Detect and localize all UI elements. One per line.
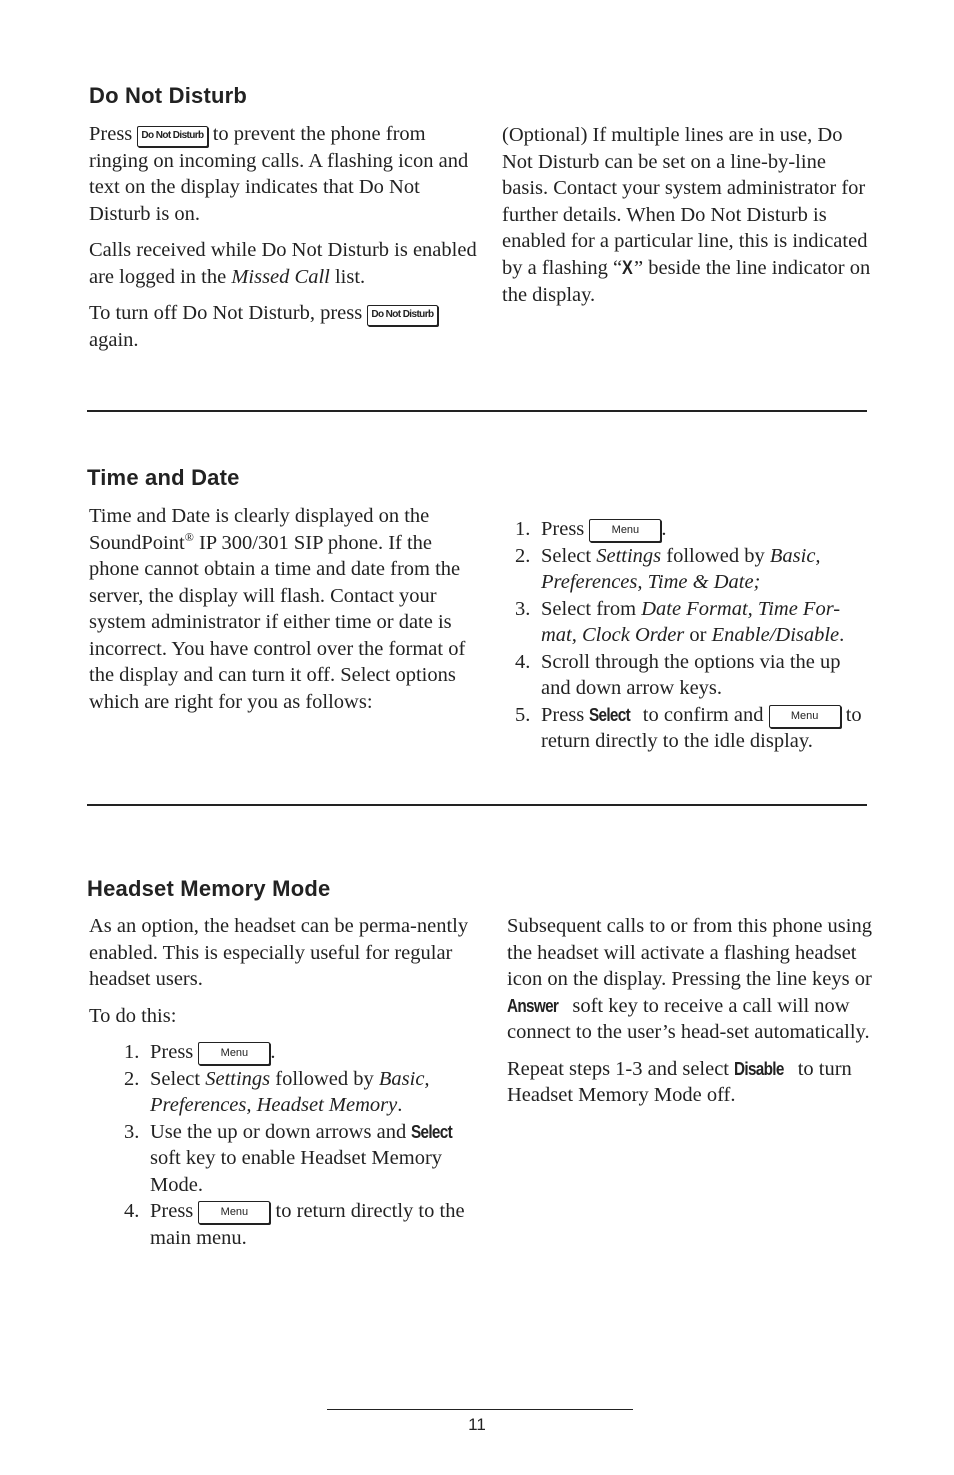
dnd-paragraph-3: To turn off Do Not Disturb, press Do Not Disturb again. — [89, 300, 481, 353]
list-item: 1. Press Menu . — [124, 1041, 276, 1063]
select-softkey-label: Select — [589, 704, 631, 725]
section-title-headset-memory-mode: Headset Memory Mode — [87, 876, 331, 901]
list-item: 3. Select from Date Format, Time For-mat, Clock Order or Enable/Disable. — [515, 597, 845, 646]
section-title-do-not-disturb: Do Not Disturb — [89, 83, 248, 108]
list-item: 3. Use the up or down arrows and Select soft key to enable Headset Memory Mode. — [124, 1120, 453, 1196]
do-not-disturb-key-icon: Do Not Disturb — [137, 126, 207, 147]
x-glyph-icon: X — [622, 257, 633, 279]
headset-paragraph-2: To do this: — [89, 1004, 177, 1027]
section-title-time-and-date: Time and Date — [87, 465, 240, 490]
page-number: 11 — [468, 1415, 486, 1434]
headset-paragraph-subsequent: Subsequent calls to or from this phone using the headset will activate a flashing headset icon on the display. Pressing the line keys or Answer soft key to receive a call will now connect to the user’s head-set automatically. — [507, 915, 872, 1043]
menu-key-icon: Menu — [198, 1201, 270, 1224]
list-item: 2. Select Settings followed by Basic, Preferences, Headset Memory. — [124, 1067, 430, 1116]
list-item: 1. Press Menu . — [515, 518, 667, 540]
do-not-disturb-key-icon: Do Not Disturb — [367, 305, 437, 326]
time-paragraph: Time and Date is clearly displayed on the SoundPoint® IP 300/301 SIP phone. If the phone cannot obtain a time and date from the server, the display will flash. Contact your system administrator if either time or date is incorrect. You have control over the format of the display and can turn it off. Select options which are right for you as follows: — [89, 505, 466, 713]
list-item: 4. Scroll through the options via the up and down arrow keys. — [515, 650, 841, 699]
menu-key-icon: Menu — [589, 519, 661, 542]
list-item: 5. Press Select to confirm and Menu to return directly to the idle display. — [515, 703, 862, 752]
disable-softkey-label: Disable — [734, 1058, 784, 1079]
footer-rule — [327, 1409, 633, 1410]
select-softkey-label: Select — [411, 1121, 453, 1142]
headset-paragraph-1: As an option, the headset can be perma-nently enabled. This is especially useful for regular headset users. — [89, 915, 469, 990]
section-divider — [87, 410, 867, 412]
headset-right-column — [507, 913, 872, 1119]
list-item: 2. Select Settings followed by Basic, Preferences, Time & Date; — [515, 544, 821, 593]
time-left-column — [89, 503, 481, 725]
list-item: 4. Press Menu to return directly to the main menu. — [124, 1200, 465, 1249]
dnd-left-column — [89, 121, 481, 363]
menu-key-icon: Menu — [198, 1042, 270, 1065]
dnd-paragraph-1: Press Do Not Disturb to prevent the phone from ringing on incoming calls. A flashing icon and text on the display indicates that Do Not Disturb is on. — [89, 123, 469, 225]
dnd-paragraph-2: Calls received while Do Not Disturb is enabled are logged in the Missed Call list. — [89, 239, 477, 288]
menu-key-icon: Menu — [769, 705, 841, 728]
section-divider — [87, 804, 867, 806]
dnd-right-column — [502, 122, 872, 319]
dnd-paragraph-optional: (Optional) If multiple lines are in use, Do Not Disturb can be set on a line-by-line basis. Contact your system administrator for further details. When Do Not Disturb is enabled for a particular line, this is indicated by a flashing “X” beside the line indicator on the display. — [502, 124, 871, 306]
headset-steps-list — [114, 1039, 481, 1251]
headset-paragraph-repeat: Repeat steps 1-3 and select Disable to turn Headset Memory Mode off. — [507, 1057, 852, 1106]
time-steps-list — [505, 516, 870, 755]
headset-left-column — [89, 913, 481, 1251]
answer-softkey-label: Answer — [507, 995, 559, 1016]
time-steps-column — [505, 516, 870, 755]
